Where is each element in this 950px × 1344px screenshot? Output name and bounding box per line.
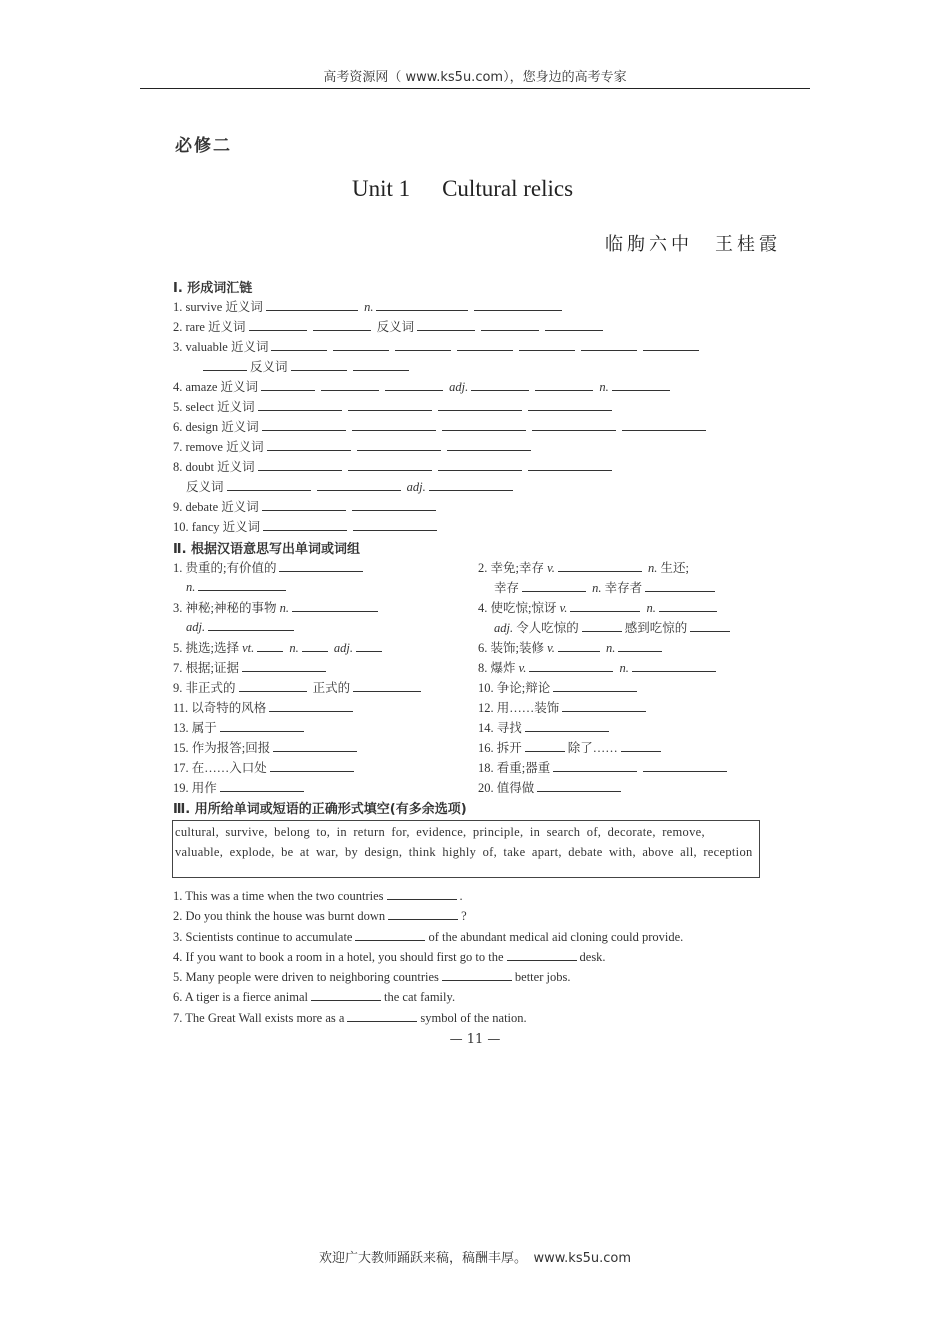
blank[interactable]	[220, 719, 304, 732]
blank[interactable]	[581, 338, 637, 351]
blank[interactable]	[553, 759, 637, 772]
p3-question-5: 5. Many people were driven to neighboring countries better jobs.	[173, 970, 571, 984]
p2-item-15: 15. 作为报答;回报	[173, 738, 360, 756]
blank[interactable]	[313, 318, 371, 331]
blank[interactable]	[352, 498, 436, 511]
p2-item-4b: adj. 令人吃惊的 感到吃惊的	[494, 618, 733, 636]
p2-item-14: 14. 寻找	[478, 718, 612, 736]
blank[interactable]	[348, 398, 432, 411]
blank[interactable]	[417, 318, 475, 331]
blank[interactable]	[643, 338, 699, 351]
p1-line-9: 9. debate 近义词	[173, 497, 439, 515]
blank[interactable]	[618, 639, 662, 652]
blank[interactable]	[385, 378, 443, 391]
p2-item-8: 8. 爆炸 v. n.	[478, 658, 719, 676]
blank[interactable]	[537, 779, 621, 792]
blank[interactable]	[447, 438, 531, 451]
blank[interactable]	[525, 719, 609, 732]
p2-item-20: 20. 值得做	[478, 778, 624, 796]
blank[interactable]	[311, 988, 381, 1001]
p3-question-3: 3. Scientists continue to accumulate of the abundant medical aid cloning could provide.	[173, 930, 684, 944]
blank[interactable]	[387, 887, 457, 900]
blank[interactable]	[376, 298, 468, 311]
blank[interactable]	[353, 679, 421, 692]
blank[interactable]	[271, 338, 327, 351]
blank[interactable]	[438, 398, 522, 411]
blank[interactable]	[302, 639, 328, 652]
blank[interactable]	[239, 679, 307, 692]
p2-item-12: 12. 用……装饰	[478, 698, 649, 716]
blank[interactable]	[659, 599, 717, 612]
p2-item-3b: adj.	[186, 618, 297, 635]
p2-item-3: 3. 神秘;神秘的事物 n.	[173, 598, 381, 616]
blank[interactable]	[347, 1009, 417, 1022]
p2-item-9: 9. 非正式的 正式的	[173, 678, 424, 696]
p3-question-6: 6. A tiger is a fierce animal the cat family.	[173, 990, 456, 1004]
p2-item-2b: 幸存 n. 幸存者	[494, 578, 718, 596]
blank[interactable]	[535, 378, 593, 391]
blank[interactable]	[529, 659, 613, 672]
p2-item-5: 5. 挑选;选择 vt. n. adj.	[173, 638, 385, 656]
blank[interactable]	[395, 338, 451, 351]
blank[interactable]	[507, 948, 577, 961]
blank[interactable]	[553, 679, 637, 692]
blank[interactable]	[273, 739, 357, 752]
blank[interactable]	[612, 378, 670, 391]
blank[interactable]	[545, 318, 603, 331]
blank[interactable]	[353, 358, 409, 371]
p2-item-18: 18. 看重;器重	[478, 758, 730, 776]
p3-question-2: 2. Do you think the house was burnt down ?	[173, 909, 467, 923]
blank[interactable]	[532, 418, 616, 431]
p1-line-8b: 反义词 adj.	[186, 477, 516, 495]
p2-item-7: 7. 根据;证据	[173, 658, 329, 676]
author: 临朐六中 王桂霞	[605, 234, 781, 255]
blank[interactable]	[266, 298, 358, 311]
section-2-heading: Ⅱ. 根据汉语意思写出单词或词组	[173, 542, 361, 557]
blank[interactable]	[690, 619, 730, 632]
page-header: 高考资源网（ www.ks5u.com），您身边的高考专家	[323, 70, 627, 85]
blank[interactable]	[438, 458, 522, 471]
blank[interactable]	[292, 599, 378, 612]
p2-item-1b: n.	[186, 578, 289, 595]
blank[interactable]	[269, 699, 353, 712]
p1-line-4: 4. amaze 近义词 adj. n.	[173, 377, 673, 395]
p1-line-5: 5. select 近义词	[173, 397, 615, 415]
blank[interactable]	[242, 659, 326, 672]
blank[interactable]	[528, 398, 612, 411]
header-rule	[140, 88, 810, 89]
blank[interactable]	[522, 579, 586, 592]
blank[interactable]	[263, 518, 347, 531]
blank[interactable]	[208, 618, 294, 631]
p3-question-4: 4. If you want to book a room in a hotel, you should first go to the desk.	[173, 950, 606, 964]
p3-question-7: 7. The Great Wall exists more as a symbol of the nation.	[173, 1011, 527, 1025]
p1-line-2: 2. rare 近义词 反义词	[173, 317, 606, 335]
blank[interactable]	[481, 318, 539, 331]
blank[interactable]	[582, 619, 622, 632]
p2-item-11: 11. 以奇特的风格	[173, 698, 356, 716]
blank[interactable]	[645, 579, 715, 592]
p2-item-16: 16. 拆开 除了……	[478, 738, 664, 756]
p2-item-10: 10. 争论;辩论	[478, 678, 640, 696]
blank[interactable]	[270, 759, 354, 772]
blank[interactable]	[321, 378, 379, 391]
p2-item-13: 13. 属于	[173, 718, 307, 736]
blank[interactable]	[355, 928, 425, 941]
blank[interactable]	[261, 378, 315, 391]
blank[interactable]	[632, 659, 716, 672]
blank[interactable]	[356, 639, 382, 652]
blank[interactable]	[348, 458, 432, 471]
blank[interactable]	[457, 338, 513, 351]
blank[interactable]	[227, 478, 311, 491]
p2-item-6: 6. 装饰;装修 v. n.	[478, 638, 665, 656]
blank[interactable]	[357, 438, 441, 451]
section-1-heading: Ⅰ. 形成词汇链	[173, 281, 253, 296]
blank[interactable]	[519, 338, 575, 351]
p2-item-19: 19. 用作	[173, 778, 307, 796]
blank[interactable]	[198, 578, 286, 591]
blank[interactable]	[353, 518, 437, 531]
blank[interactable]	[388, 907, 458, 920]
blank[interactable]	[220, 779, 304, 792]
p2-item-17: 17. 在……入口处	[173, 758, 357, 776]
blank[interactable]	[528, 458, 612, 471]
blank[interactable]	[262, 418, 346, 431]
blank[interactable]	[429, 478, 513, 491]
blank[interactable]	[562, 699, 646, 712]
blank[interactable]	[474, 298, 562, 311]
blank[interactable]	[471, 378, 529, 391]
blank[interactable]	[442, 968, 512, 981]
page-footer: 欢迎广大教师踊跃来稿，稿酬丰厚。 www.ks5u.com	[318, 1251, 632, 1266]
p1-line-6: 6. design 近义词	[173, 417, 709, 435]
blank[interactable]	[262, 498, 346, 511]
blank[interactable]	[291, 358, 347, 371]
blank[interactable]	[621, 739, 661, 752]
book-label: 必修二	[175, 136, 232, 156]
blank[interactable]	[267, 438, 351, 451]
p1-line-1: 1. survive 近义词 n.	[173, 297, 565, 315]
unit-number: Unit 1	[351, 176, 411, 201]
blank[interactable]	[258, 398, 342, 411]
blank[interactable]	[558, 639, 600, 652]
unit-name: Cultural relics	[442, 176, 574, 201]
blank[interactable]	[558, 559, 642, 572]
section-3-heading: Ⅲ. 用所给单词或短语的正确形式填空(有多余选项)	[173, 802, 467, 817]
blank[interactable]	[622, 418, 706, 431]
blank[interactable]	[525, 739, 565, 752]
p2-item-4: 4. 使吃惊;惊讶 v. n.	[478, 598, 720, 616]
p1-line-8: 8. doubt 近义词	[173, 457, 615, 475]
blank[interactable]	[317, 478, 401, 491]
blank[interactable]	[279, 559, 363, 572]
blank[interactable]	[249, 318, 307, 331]
word-bank: cultural, survive, belong to, in return for, evidence, principle, in search of, decorate, remove, valuable, explode, be at war, by design, think highly of, take apart, debate with, above all, reception	[172, 820, 760, 878]
blank[interactable]	[333, 338, 389, 351]
blank[interactable]	[203, 358, 247, 371]
page-number: — 11 —	[449, 1032, 501, 1047]
p1-line-3b: 反义词	[200, 357, 412, 375]
blank[interactable]	[442, 418, 526, 431]
p1-line-3: 3. valuable 近义词	[173, 337, 702, 355]
p2-item-1: 1. 贵重的;有价值的	[173, 558, 366, 576]
blank[interactable]	[258, 458, 342, 471]
blank[interactable]	[643, 759, 727, 772]
blank[interactable]	[570, 599, 640, 612]
p2-item-2: 2. 幸免;幸存 v. n. 生还;	[478, 561, 689, 575]
p1-line-7: 7. remove 近义词	[173, 437, 534, 455]
blank[interactable]	[352, 418, 436, 431]
p3-question-1: 1. This was a time when the two countries .	[173, 889, 463, 903]
blank[interactable]	[257, 639, 283, 652]
p1-line-10: 10. fancy 近义词	[173, 517, 440, 535]
unit-title	[0, 176, 925, 202]
